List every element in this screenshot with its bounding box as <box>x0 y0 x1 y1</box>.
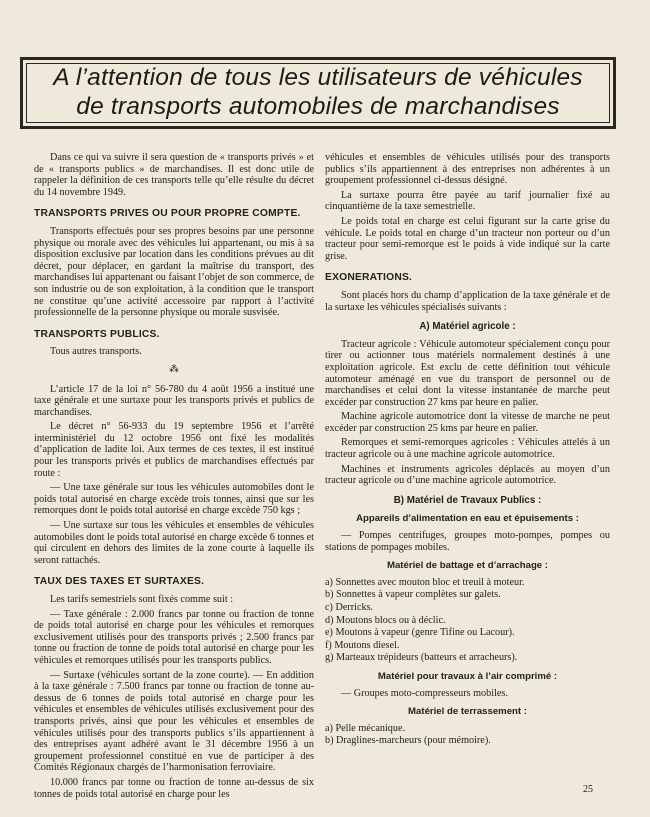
heading-terrassement: Matériel de terrassement : <box>408 706 527 718</box>
paragraph-exonerations: Sont placés hors du champ d’application de la taxe générale et de la surtaxe les véhicules spécialisés suivants : <box>325 289 610 313</box>
heading-materiel-agricole: A) Matériel agricole : <box>419 321 516 333</box>
left-column <box>34 152 314 803</box>
list-item: d) Moutons blocs ou à déclic. <box>325 614 446 626</box>
list-item: a) Sonnettes avec mouton bloc et treuil à moteur. <box>325 576 525 588</box>
list-item: b) Draglines-marcheurs (pour mémoire). <box>325 735 491 747</box>
title-line-1: A l’attention de tous les utilisateurs de véhicules <box>53 64 583 91</box>
paragraph-pompes: — Pompes centrifuges, groupes moto-pompes, pompes ou stations de pompages mobiles. <box>325 530 610 553</box>
paragraph-taxe-generale-def: — Une taxe générale sur tous les véhicules automobiles dont le poids total autorisé en charge excède trois tonnes, ainsi que sur les remorques dont le poids total autorisé en charge excède 750 kgs ; <box>34 482 314 517</box>
paragraph-transports-prives: Transports effectués pour ses propres besoins par une personne physique ou morale avec des véhicules lui appartenant, ou mis à sa disposition exclusive par location dans les conditions prévues au dit décret, pour déplacer, en gardant la maîtrise du transport, des marchandises lui appartenant ou faisant l’objet de son commerce, de son industrie ou de son exploitation, à la condition que le transport ne constitue qu’une activité accessoire par rapport à l’activité professionnelle de la personne physique ou morale susvisée. <box>34 225 314 319</box>
paragraph-tarifs: Les tarifs semestriels sont fixés comme suit : <box>50 594 234 605</box>
right-column <box>325 152 610 751</box>
heading-exonerations: EXONERATIONS. <box>325 272 413 284</box>
paragraph-poids-total: Le poids total en charge est celui figurant sur la carte grise du véhicule. Le poids total en charge d’un tracteur non porteur ou d’un tracteur pour semi-remorque est le poids à vide indiqué sur la carte grise. <box>325 215 610 262</box>
list-terrassement <box>325 723 610 747</box>
list-battage <box>325 577 610 664</box>
page-number: 25 <box>583 784 593 795</box>
paragraph-taxe-generale-tarif: — Taxe générale : 2.000 francs par tonne ou fraction de tonne de poids total autorisé en charge pour les véhicules et remorques exclusivement utilisés pour des transports privés ; 2.500 francs par tonne ou fraction de tonne de poids total autorisé en charge pour les véhicules et remorques utilisés pour les transports publics. <box>34 608 314 666</box>
heading-travaux-publics: B) Matériel de Travaux Publics : <box>393 494 542 506</box>
title-line-2: de transports automobiles de marchandises <box>76 93 560 120</box>
heading-air-comprime: Matériel pour travaux à l’air comprimé : <box>377 670 558 682</box>
title-box <box>20 57 616 129</box>
paragraph-decret: Le décret n° 56-933 du 19 septembre 1956 et l’arrêté interministériel du 12 octobre 1956 ont fixé les modalités d’application de ladite loi. Aux termes de ces textes, il est institué pour les transports privés et publics de marchandises effectués par route : <box>34 421 314 479</box>
heading-appareils-alimentation: Appareils d’alimentation en eau et épuisements : <box>356 513 579 525</box>
paragraph-machine-agricole: Machine agricole automotrice dont la vitesse de marche ne peut excéder par construction 25 kms par heure en palier. <box>325 411 610 434</box>
list-item: g) Marteaux trépideurs (batteurs et arracheurs). <box>325 652 518 664</box>
heading-transports-publics: TRANSPORTS PUBLICS. <box>34 328 160 340</box>
paragraph-surtaxe-tarif: — Surtaxe (véhicules sortant de la zone courte). — En addition à la taxe générale : 7.500 francs par tonne ou fraction de tonne au-dessus de 6 tonnes de poids total autorisé en charge pour les véhicules et ensembles de véhicules utilisés exclusivement pour des transports privés, ainsi que pour les véhicules et ensembles de véhicules utilisés pour des transports publics s’ils appartiennent à des entreprises ayant adhéré avant le 31 décembre 1956 à un groupement professionnel constitué en vue de participer à des Comités Régionaux chargés de l’harmonisation ferroviaire. <box>34 669 314 774</box>
paragraph-transports-publics: Tous autres transports. <box>50 346 142 358</box>
heading-battage-arrachage: Matériel de battage et d’arrachage : <box>386 560 548 572</box>
paragraph-article-17: L’article 17 de la loi n° 56-780 du 4 août 1956 a institué une taxe générale et une surtaxe pour les transports privés et publics de marchandises. <box>34 383 314 418</box>
paragraph-surtaxe-def: — Une surtaxe sur tous les véhicules et ensembles de véhicules automobiles dont le poids total autorisé en charge excède 6 tonnes et qui circulent en dehors des limites de la zone courte à laquelle ils seront rattachés. <box>34 520 314 566</box>
list-item: f) Moutons diesel. <box>325 639 400 651</box>
paragraph-10000-francs: 10.000 francs par tonne ou fraction de tonne au-dessus de six tonnes de poids total autorisé en charge pour les <box>34 776 314 800</box>
heading-taux: TAUX DES TAXES ET SURTAXES. <box>34 576 205 588</box>
asterism-divider: ⁂ <box>169 363 179 375</box>
paragraph-tarif-journalier: La surtaxe pourra être payée au tarif journalier fixé au cinquantième de la taxe semestrielle. <box>325 189 610 213</box>
list-item: c) Derricks. <box>325 602 374 613</box>
intro-paragraph: Dans ce qui va suivre il sera question de « transports privés » et de « transports publics » de marchandises. Il est donc utile de rappeler la définition de ces transports telle qu’elle résulte du décret du 14 novembre 1949. <box>34 152 314 198</box>
paragraph-machines-instruments: Machines et instruments agricoles déplacés au moyen d’un tracteur agricole ou d’une machine agricole automotrice. <box>325 463 610 487</box>
heading-transports-prives: TRANSPORTS PRIVES OU POUR PROPRE COMPTE. <box>34 208 301 220</box>
paragraph-compresseurs: — Groupes moto-compresseurs mobiles. <box>341 687 508 699</box>
paragraph-continuation: véhicules et ensembles de véhicules utilisés pour des transports publics s’ils appartiennent à des entreprises non adhérentes à un groupement professionnel ci-dessus désigné. <box>325 152 610 187</box>
list-item: a) Pelle mécanique. <box>325 722 406 734</box>
list-item: b) Sonnettes à vapeur complètes sur galets. <box>325 589 501 601</box>
paragraph-remorques-agricoles: Remorques et semi-remorques agricoles : Véhicules attelés à un tracteur agricole ou à une machine agricole automotrice. <box>325 437 610 461</box>
paragraph-tracteur-agricole: Tracteur agricole : Véhicule automoteur spécialement conçu pour tirer ou actionner tous matériels normalement destinés à une exploitation agricole. Est exclu de cette définition tout véhicule automoteur aménagé en vue du transport de personnel ou de marchandises et celui dont la vitesse instantanée de marche peut excéder par construction 27 kms par heure en palier. <box>325 338 610 408</box>
list-item: e) Moutons à vapeur (genre Tifine ou Lacour). <box>325 627 515 639</box>
